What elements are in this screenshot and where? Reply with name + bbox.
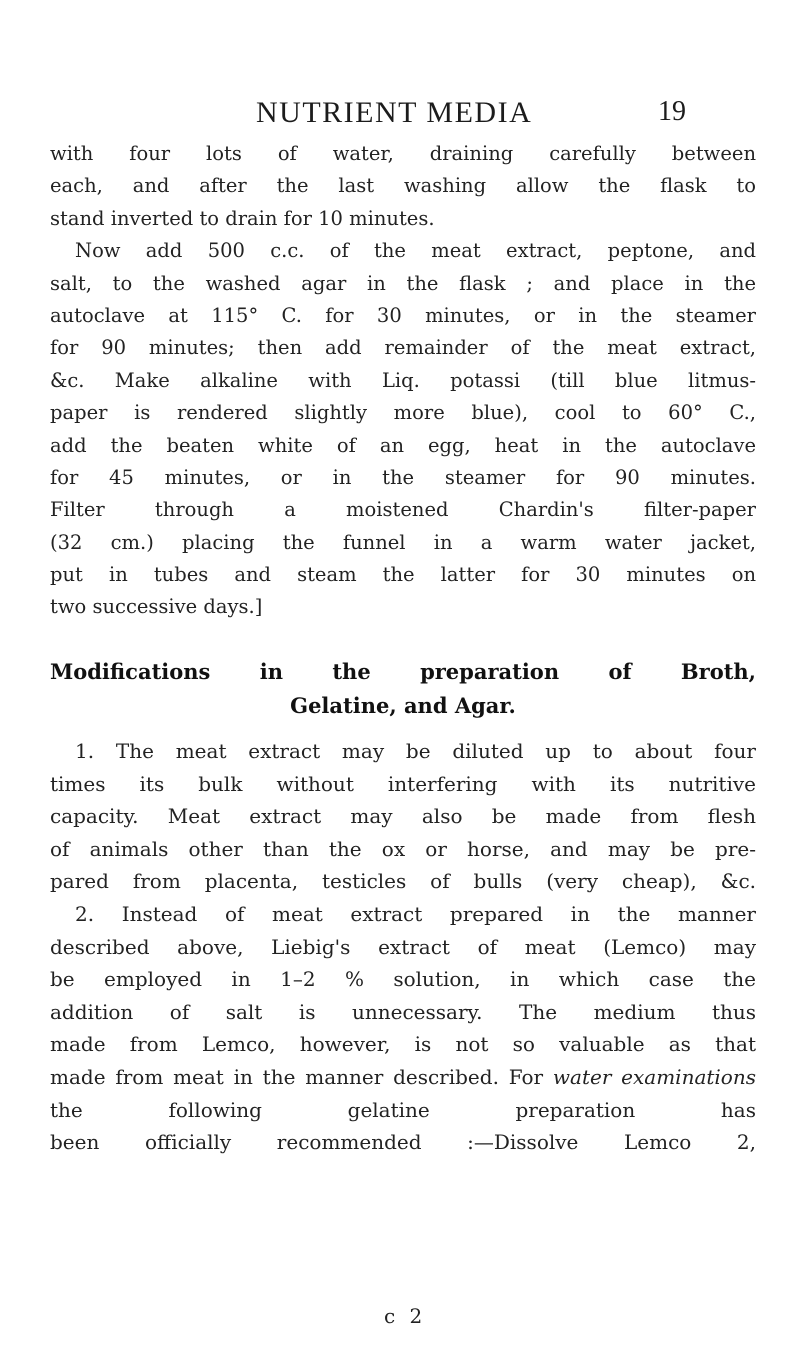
text-line: Now add 500 c.c. of the meat extract, peptone, and [75,239,756,263]
text-line: pared from placenta, testicles of bulls (very cheap), &c. [50,869,756,894]
text-line: paper is rendered slightly more blue), cool to 60° C., [50,401,756,425]
text-line: (32 cm.) placing the funnel in a warm water jacket, [50,530,756,554]
text-line: capacity. Meat extract may also be made from flesh [50,804,756,829]
bottom-paragraphs [50,735,756,1159]
text-line: stand inverted to drain for 10 minutes. [50,206,435,230]
section-heading-line-1: Modifications in the preparation of Broth, [50,659,756,684]
text-line [50,1061,756,1094]
text-line: add the beaten white of an egg, heat in the autoclave [50,433,756,457]
text-line: autoclave at 115° C. for 30 minutes, or in the steamer [50,303,756,327]
page-number: 19 [658,96,686,127]
text-line: salt, to the washed agar in the flask ; and place in the [50,271,756,295]
text-line: be employed in 1–2 % solution, in which case the [50,967,756,992]
text-fragment: made from meat in the manner described. For [50,1064,544,1089]
italic-fragment: water examinations [552,1064,756,1089]
text-line: put in tubes and steam the latter for 30 minutes on [50,563,756,587]
text-line: for 45 minutes, or in the steamer for 90 minutes. [50,465,756,489]
section-heading [50,655,756,723]
text-line: two successive days.] [50,595,263,619]
top-paragraphs [50,138,756,624]
text-line: made from Lemco, however, is not so valuable as that [50,1032,756,1057]
text-line: Filter through a moistened Chardin's filter-paper [50,498,756,522]
text-line: of animals other than the ox or horse, and may be pre- [50,836,756,861]
text-line: for 90 minutes; then add remainder of the meat extract, [50,336,756,360]
text-line: &c. Make alkaline with Liq. potassi (till blue litmus- [50,368,756,392]
text-line: the following gelatine preparation has [50,1097,756,1122]
text-line: 1. The meat extract may be diluted up to about four [75,739,756,763]
running-title: NUTRIENT MEDIA [256,96,533,129]
text-line: described above, Liebig's extract of meat (Lemco) may [50,934,756,959]
text-line: addition of salt is unnecessary. The medium thus [50,999,756,1024]
text-line: been officially recommended :—Dissolve Lemco 2, [50,1130,756,1155]
signature-mark: c 2 [384,1304,427,1328]
text-line: 2. Instead of meat extract prepared in the manner [75,901,756,926]
section-heading-line-2: Gelatine, and Agar. [290,693,516,718]
text-line: with four lots of water, draining carefully between [50,142,756,165]
running-head [0,96,800,136]
text-line: times its bulk without interfering with its nutritive [50,771,756,796]
text-line: each, and after the last washing allow the flask to [50,174,756,198]
